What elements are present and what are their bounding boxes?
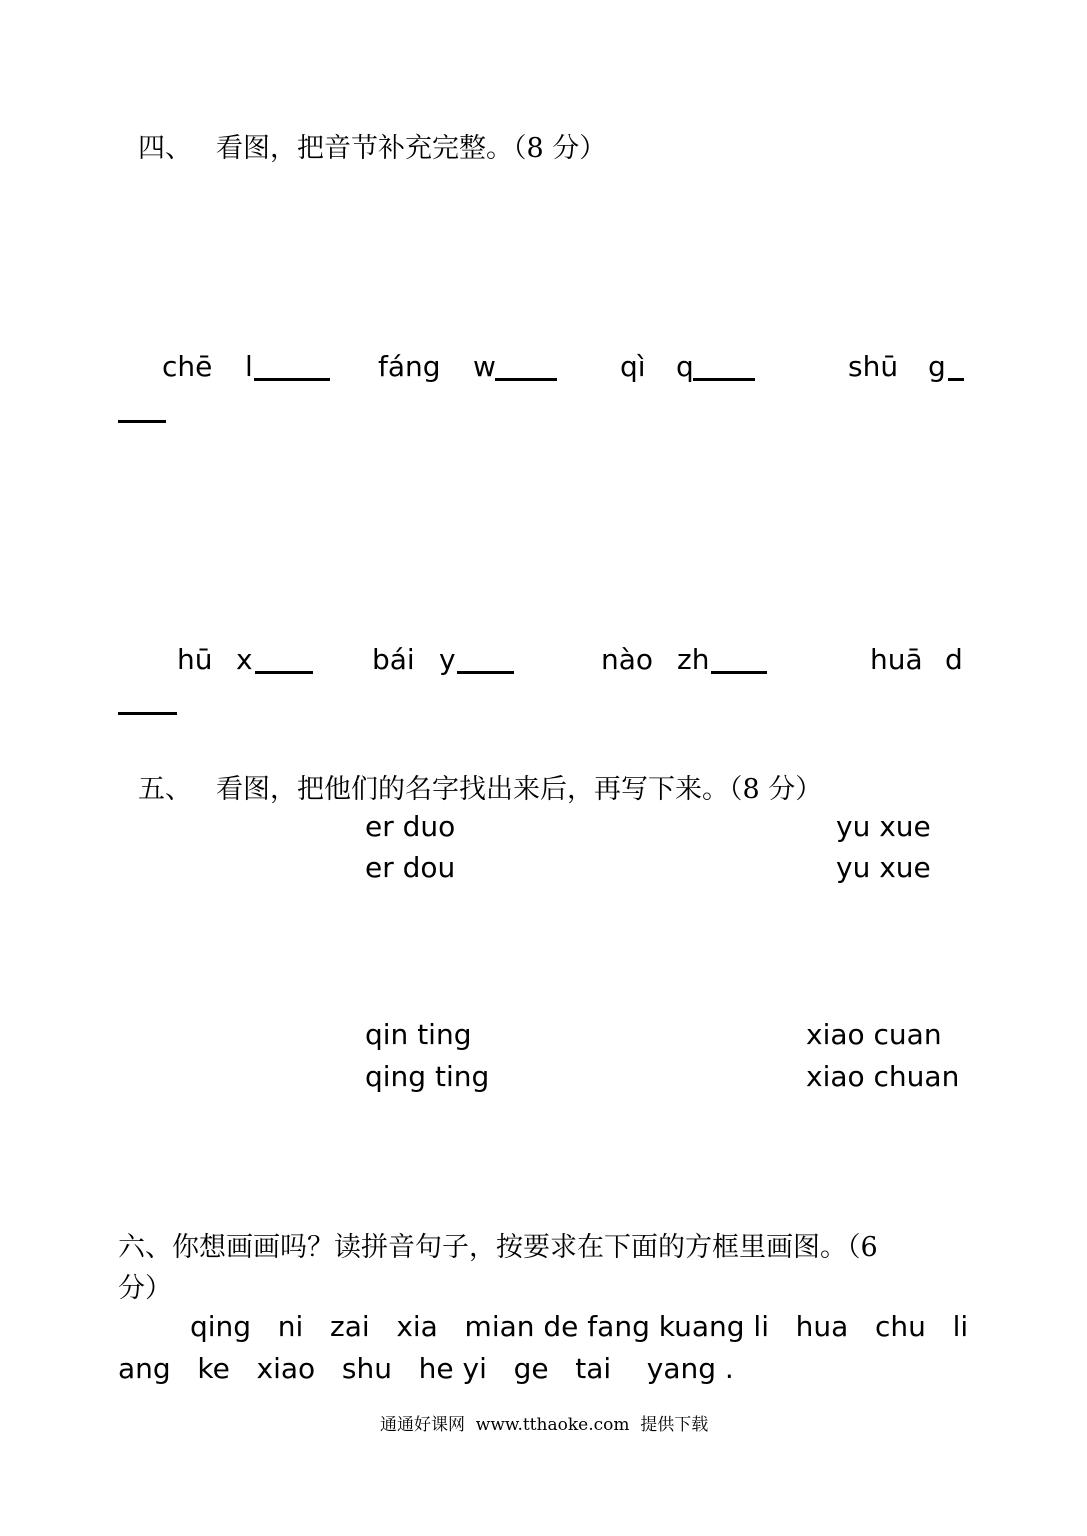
syllable-initial: zh <box>677 643 710 676</box>
answer-blank[interactable] <box>457 671 514 674</box>
syllable-word: huā <box>870 643 923 676</box>
syllable-initial: y <box>439 643 456 676</box>
name-option[interactable]: qing ting <box>365 1060 490 1093</box>
syllable-initial: x <box>236 643 253 676</box>
syllable-word: bái <box>372 643 415 676</box>
name-option[interactable]: er duo <box>365 810 456 843</box>
answer-blank-continued[interactable] <box>118 420 166 423</box>
syllable-word: hū <box>177 643 213 676</box>
name-option[interactable]: xiao chuan <box>806 1060 960 1093</box>
name-option[interactable]: xiao cuan <box>806 1018 942 1051</box>
syllable-initial: w <box>473 350 496 383</box>
section-6-instruction: 六、你想画画吗？读拼音句子，按要求在下面的方框里画图。（6 <box>118 1232 878 1263</box>
pinyin-sentence-continued: ang ke xiao shu he yi ge tai yang . <box>118 1352 734 1385</box>
syllable-word: nào <box>601 643 654 676</box>
syllable-word: qì <box>620 350 646 383</box>
answer-blank[interactable] <box>495 378 557 381</box>
name-option[interactable]: yu xue <box>836 810 931 843</box>
answer-blank[interactable] <box>948 378 964 381</box>
syllable-word: shū <box>848 350 899 383</box>
syllable-initial: g <box>928 350 946 383</box>
syllable-word: chē <box>162 350 213 383</box>
section-4-number: 四、 <box>138 133 192 164</box>
answer-blank[interactable] <box>711 671 767 674</box>
answer-blank[interactable] <box>693 378 755 381</box>
syllable-word: fáng <box>378 350 441 383</box>
section-4-instruction: 看图，把音节补充完整。（8 分） <box>216 133 607 164</box>
answer-blank[interactable] <box>254 378 330 381</box>
footer-text: 通通好课网 www.tthaoke.com 提供下载 <box>380 1415 709 1435</box>
syllable-initial: d <box>945 643 963 676</box>
answer-blank-continued[interactable] <box>118 712 177 715</box>
pinyin-sentence: qing ni zai xia mian de fang kuang li hua chu li <box>190 1310 969 1343</box>
name-option[interactable]: qin ting <box>365 1018 472 1051</box>
syllable-initial: l <box>245 350 253 383</box>
name-option[interactable]: er dou <box>365 851 456 884</box>
section-5-number: 五、 <box>138 774 192 805</box>
section-5-instruction: 看图，把他们的名字找出来后，再写下来。（8 分） <box>216 774 823 805</box>
syllable-initial: q <box>676 350 694 383</box>
section-6-instruction-continued: 分） <box>118 1273 172 1304</box>
name-option[interactable]: yu xue <box>836 851 931 884</box>
answer-blank[interactable] <box>255 671 313 674</box>
